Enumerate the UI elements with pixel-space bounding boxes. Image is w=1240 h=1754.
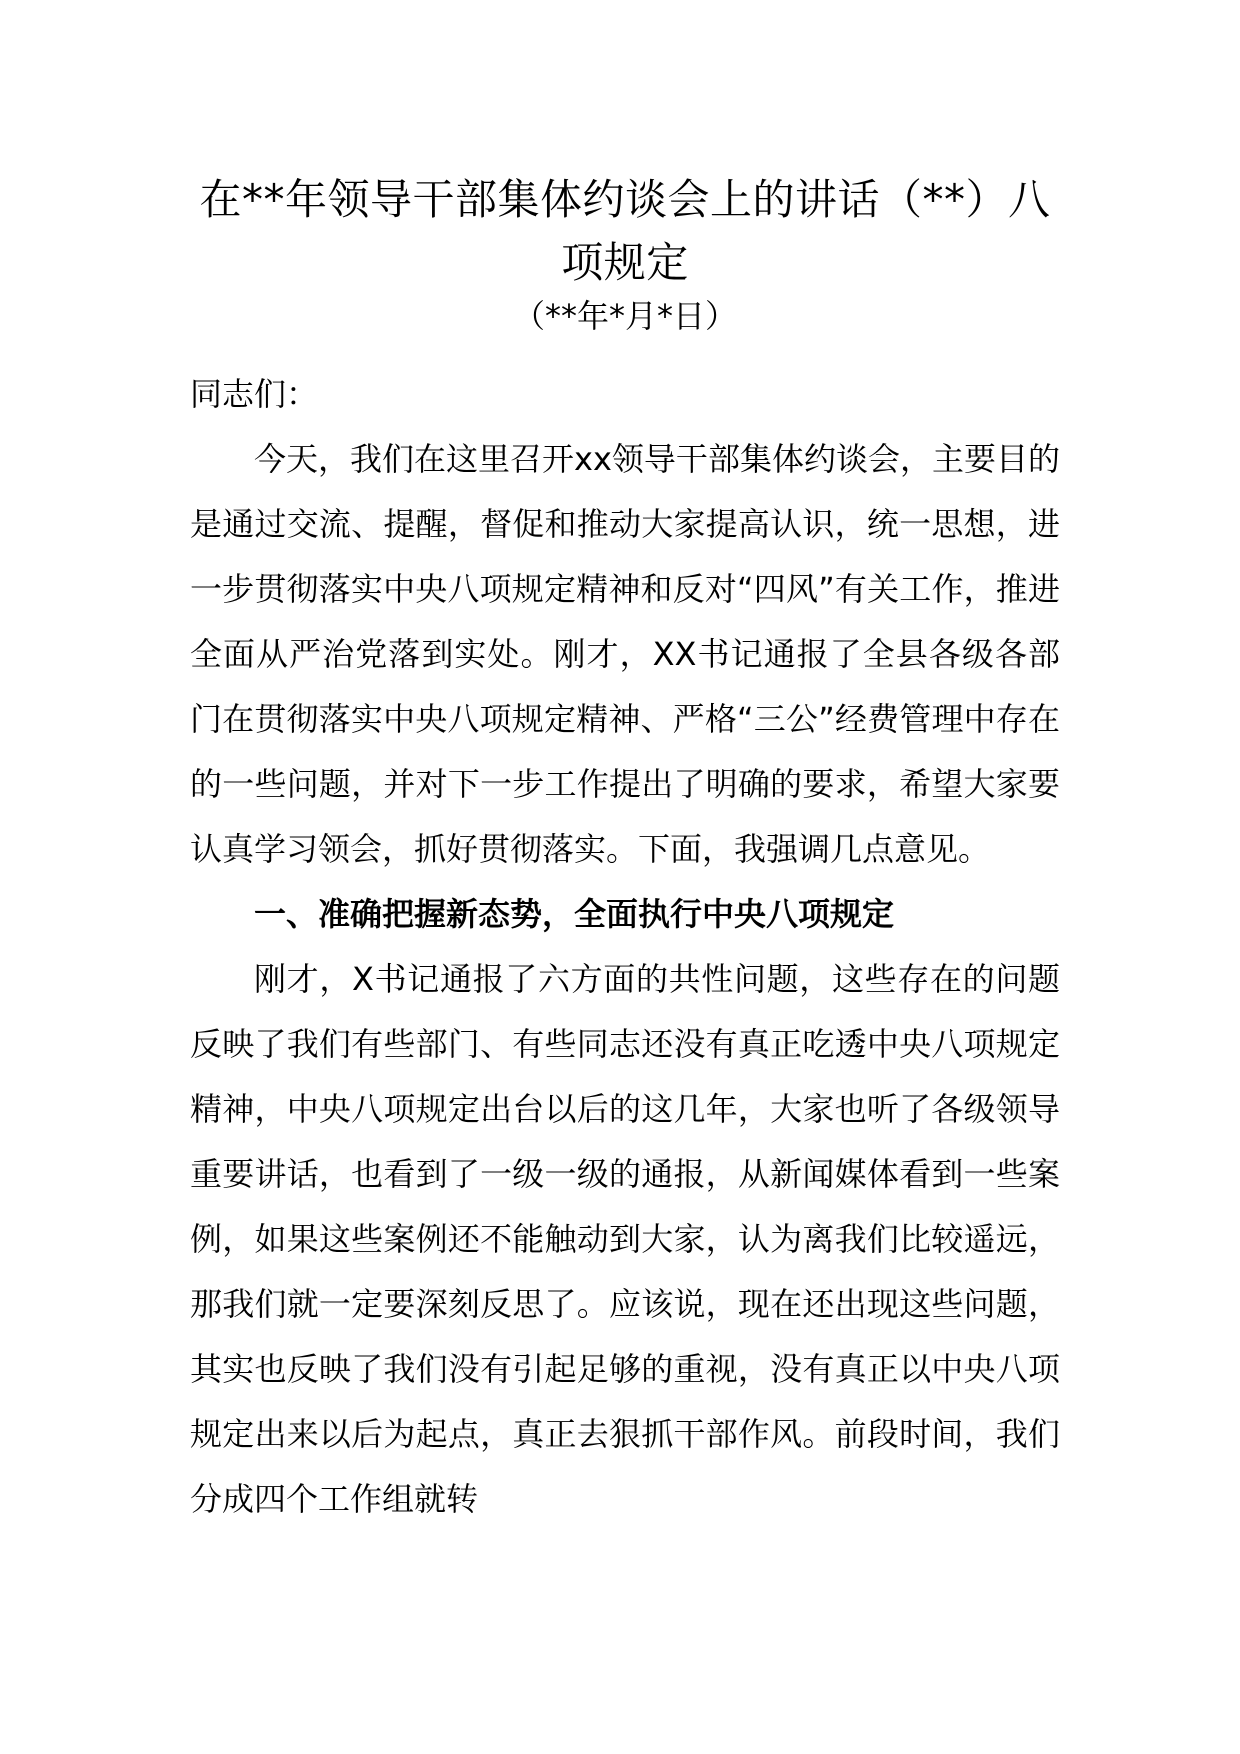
- document-body: [190, 168, 1060, 1532]
- section-1-paragraph: 刚才，X书记通报了六方面的共性问题，这些存在的问题反映了我们有些部门、有些同志还没有真正吃透中央八项规定精神，中央八项规定出台以后的这几年，大家也听了各级领导重要讲话，也看到了一级一级的通报，从新闻媒体看到一些案例，如果这些案例还不能触动到大家，认为离我们比较遥远，那我们就一定要深刻反思了。应该说，现在还出现这些问题，其实也反映了我们没有引起足够的重视，没有真正以中央八项规定出来以后为起点，真正去狠抓干部作风。前段时间，我们分成四个工作组就转: [190, 960, 1060, 1518]
- section-1-heading: 一、准确把握新态势，全面执行中央八项规定: [254, 895, 895, 933]
- document-date: （**年*月*日）: [512, 297, 737, 335]
- greeting: 同志们：: [190, 375, 319, 413]
- document-title: 在**年领导干部集体约谈会上的讲话（**）八项规定: [199, 175, 1051, 287]
- intro-paragraph: 今天，我们在这里召开xx领导干部集体约谈会，主要目的是通过交流、提醒，督促和推动大家提高认识，统一思想，进一步贯彻落实中央八项规定精神和反对“四风”有关工作，推进全面从严治党落到实处。刚才，XX书记通报了全县各级各部门在贯彻落实中央八项规定精神、严格“三公”经费管理中存在的一些问题，并对下一步工作提出了明确的要求，希望大家要认真学习领会，抓好贯彻落实。下面，我强调几点意见。: [190, 440, 1060, 868]
